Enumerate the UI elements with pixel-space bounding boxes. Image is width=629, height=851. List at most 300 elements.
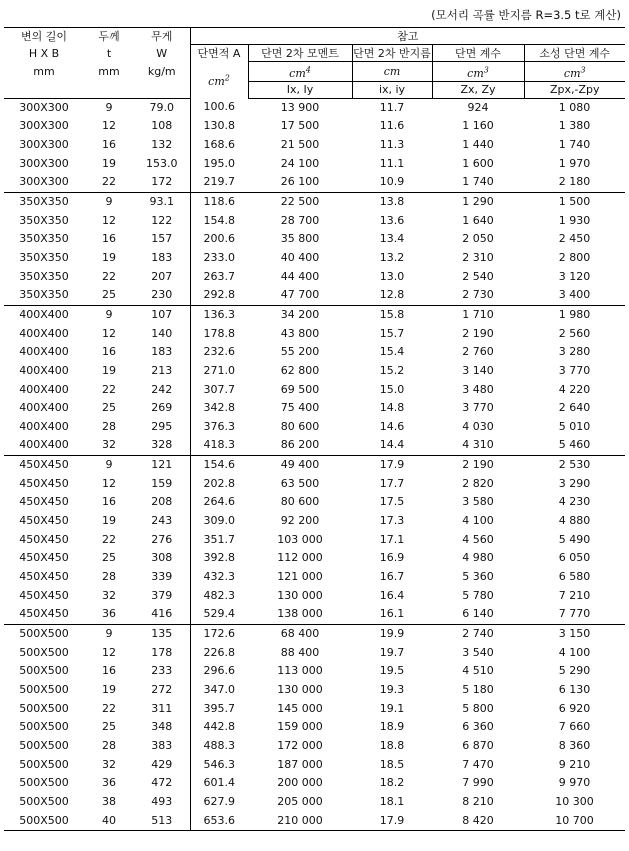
thickness-cell: 19 [102,156,116,170]
plastic-modulus-cell: 2 180 [524,173,625,192]
radius-cell: 11.6 [379,119,405,133]
thickness-cell: 36 [102,776,116,790]
modulus-cell: 1 640 [462,213,494,227]
table-row [4,418,625,437]
table-row [4,362,625,381]
plastic-modulus-cell: 5 010 [558,419,591,433]
moment-cell: 40 400 [280,250,320,264]
modulus-cell: 4 980 [462,551,494,565]
side-length-cell: 450X450 [4,605,84,624]
side-length-cell: 450X450 [19,551,69,565]
table-row [4,587,625,606]
area-cell: 392.8 [190,549,248,568]
modulus-cell: 7 470 [462,757,494,771]
radius-cell: 11.7 [379,100,405,114]
area-cell: 307.7 [190,381,248,400]
radius-cell: 10.9 [352,173,432,192]
moment-cell: 55 200 [280,345,320,359]
plastic-modulus-unit: $cm^3$ [524,62,625,82]
side-length-cell: 500X500 [19,794,69,808]
thickness-cell: 25 [84,286,134,305]
plastic-modulus-cell: 1 500 [558,194,591,208]
modulus-cell: 2 820 [462,476,494,490]
side-length-cell: 400X400 [19,326,69,340]
modulus-cell: 8 210 [462,794,494,808]
thickness-cell: 12 [102,213,116,227]
thickness-cell: 9 [105,307,113,321]
moment-cell: 138 000 [248,605,352,624]
side-length-cell: 500X500 [19,757,69,771]
side-length-cell: 450X450 [19,532,69,546]
plastic-modulus-cell: 1 980 [558,307,591,321]
area-cell: 202.8 [190,475,248,494]
side-length-cell: 350X350 [19,250,69,264]
table-row [4,230,625,249]
area-cell: 154.6 [190,456,248,475]
thickness-cell: 25 [102,720,116,734]
radius-cell: 15.7 [379,326,405,340]
plastic-modulus-cell: 5 460 [524,436,625,455]
area-cell: 195.0 [190,155,248,174]
thickness-cell: 12 [102,326,116,340]
radius-cell: 19.5 [379,664,405,678]
weight-cell: 493 [151,794,173,808]
moment-cell: 26 100 [248,173,352,192]
table-row [4,249,625,268]
side-length-cell: 350X350 [19,194,69,208]
radius-cell: 17.5 [379,495,405,509]
radius-cell: 16.7 [379,570,405,584]
thickness-symbol: t [106,46,112,60]
table-row [4,512,625,531]
side-length-cell: 500X500 [19,664,69,678]
thickness-cell: 40 [84,812,134,831]
modulus-cell: 2 050 [462,232,494,246]
modulus-cell: 7 990 [462,776,494,790]
plastic-modulus-cell: 3 280 [558,345,591,359]
plastic-modulus-cell: 10 700 [524,812,625,831]
weight-cell: 108 [151,119,173,133]
plastic-modulus-cell: 5 490 [558,532,591,546]
side-length-cell: 400X400 [19,363,69,377]
thickness-cell: 32 [102,588,116,602]
area-cell: 136.3 [190,305,248,324]
radius-cell: 16.9 [379,551,405,565]
plastic-modulus-cell: 6 580 [558,570,591,584]
radius-cell: 17.9 [352,812,432,831]
table-row [4,700,625,719]
moment-cell: 75 400 [280,401,320,415]
plastic-modulus-cell: 3 290 [558,476,591,490]
weight-cell: 348 [151,720,173,734]
moment-cell: 113 000 [277,664,323,678]
table-row [4,625,625,644]
table-row [4,531,625,550]
weight-cell: 472 [151,776,173,790]
modulus-cell: 3 140 [462,363,494,377]
moment-cell: 159 000 [277,720,323,734]
modulus-symbol: Zx, Zy [432,81,524,98]
plastic-modulus-cell: 4 230 [558,495,591,509]
thickness-cell: 25 [102,401,116,415]
plastic-modulus-cell: 2 450 [558,232,591,246]
thickness-cell: 12 [102,119,116,133]
weight-cell: 233 [151,664,173,678]
moment-cell: 22 500 [280,194,320,208]
weight-cell: 269 [151,401,173,415]
table-row [4,568,625,587]
plastic-modulus-cell: 3 400 [524,286,625,305]
table-row [4,662,625,681]
area-cell: 351.7 [190,531,248,550]
side-length-cell: 450X450 [19,495,69,509]
modulus-cell: 1 440 [462,137,494,151]
moment-cell: 130 000 [277,683,323,696]
area-cell: 178.8 [190,325,248,344]
moment-cell: 103 000 [277,532,323,546]
plastic-modulus-cell: 2 530 [558,458,591,472]
plastic-modulus-cell: 1 930 [558,213,591,227]
thickness-cell: 22 [84,173,134,192]
table-row [4,343,625,362]
radius-cell: 18.1 [379,794,405,808]
plastic-modulus-cell: 4 880 [558,514,591,528]
side-length-cell: 400X400 [19,307,69,321]
side-length-cell: 450X450 [19,514,69,528]
plastic-modulus-cell: 9 970 [558,776,591,790]
table-row [4,718,625,737]
area-cell: 395.7 [190,700,248,719]
thickness-cell: 22 [102,701,116,715]
thickness-cell: 32 [84,436,134,455]
radius-cell: 16.1 [352,605,432,624]
table-row [4,268,625,287]
modulus-cell: 2 760 [462,345,494,359]
thickness-cell: 9 [105,100,113,114]
modulus-cell: 2 730 [432,286,524,305]
table-row [4,155,625,174]
modulus-cell: 1 740 [432,173,524,192]
weight-cell: 121 [151,458,173,472]
table-row [4,549,625,568]
thickness-cell: 16 [102,664,116,678]
side-length-cell: 500X500 [4,812,84,831]
weight-cell: 383 [151,738,173,752]
modulus-cell: 1 710 [462,307,494,321]
radius-cell: 17.1 [379,532,405,546]
modulus-cell: 3 580 [462,495,494,509]
plastic-modulus-cell: 6 920 [558,701,591,715]
radius-cell: 13.2 [379,250,405,264]
moment-unit: $cm^4$ [248,62,352,82]
modulus-cell: 4 310 [432,436,524,455]
moment-cell: 210 000 [248,812,352,831]
weight-cell: 79.0 [149,100,174,114]
thickness-cell: 19 [102,683,116,696]
plastic-modulus-cell: 6 050 [558,551,591,565]
modulus-cell: 5 360 [462,570,494,584]
modulus-cell: 6 870 [462,738,494,752]
thickness-cell: 28 [102,570,116,584]
radius-cell: 18.2 [379,776,405,790]
area-header: 단면적 A [190,45,248,62]
table-row [4,117,625,136]
table-row [4,399,625,418]
moment-cell: 205 000 [277,794,323,808]
table-row [4,475,625,494]
modulus-cell: 4 510 [462,664,494,678]
thickness-cell: 36 [84,605,134,624]
weight-cell: 132 [151,137,173,151]
area-cell: 529.4 [190,605,248,624]
table-row [4,681,625,700]
reference-header: 참고 [190,28,625,45]
radius-cell: 13.0 [379,269,405,283]
area-unit: $cm^2$ [190,62,248,99]
weight-cell: 295 [151,419,173,433]
side-length-cell: 400X400 [19,401,69,415]
table-row [4,98,625,117]
area-cell: 296.6 [190,662,248,681]
radius-cell: 12.8 [352,286,432,305]
moment-cell: 130 000 [277,588,323,602]
area-cell: 200.6 [190,230,248,249]
side-length-cell: 450X450 [19,588,69,602]
thickness-cell: 9 [105,458,113,472]
modulus-cell: 2 190 [462,458,494,472]
radius-cell: 11.3 [379,137,405,151]
side-length-cell: 400X400 [19,382,69,396]
table-row [4,192,625,211]
radius-cell: 13.4 [379,232,405,246]
moment-cell: 80 600 [280,495,320,509]
area-cell: 482.3 [190,587,248,606]
radius-cell: 18.9 [379,720,405,734]
weight-cell: 159 [151,476,173,490]
table-row [4,286,625,305]
area-cell: 219.7 [190,173,248,192]
modulus-cell: 5 780 [462,588,494,602]
table-row [4,737,625,756]
weight-cell: 213 [151,363,173,377]
moment-cell: 88 400 [280,645,320,659]
side-length-cell: 400X400 [19,345,69,359]
area-cell: 418.3 [190,436,248,455]
thickness-cell: 16 [102,495,116,509]
radius-cell: 15.8 [379,307,405,321]
area-cell: 130.8 [190,117,248,136]
moment-cell: 28 700 [280,213,320,227]
thickness-cell: 16 [102,137,116,151]
radius-cell: 16.4 [379,588,405,602]
side-length-cell: 400X400 [4,436,84,455]
moment-symbol: Ix, Iy [248,81,352,98]
weight-cell: 339 [151,570,173,584]
moment-cell: 21 500 [280,137,320,151]
thickness-cell: 16 [102,345,116,359]
moment-cell: 43 800 [280,326,320,340]
moment-cell: 17 500 [280,119,320,133]
area-cell: 488.3 [190,737,248,756]
side-length-cell: 500X500 [19,738,69,752]
weight-cell: 243 [151,514,173,528]
table-row [4,456,625,475]
moment-header: 단면 2차 모멘트 [248,45,352,62]
weight-cell: 183 [151,250,173,264]
modulus-cell: 2 190 [462,326,494,340]
thickness-cell: 19 [102,250,116,264]
table-row [4,381,625,400]
area-cell: 376.3 [190,418,248,437]
table-row [4,212,625,231]
table-header [4,28,625,99]
moment-cell: 34 200 [280,307,320,321]
modulus-unit: $cm^3$ [432,62,524,82]
weight-cell: 135 [151,627,173,641]
plastic-modulus-cell: 1 380 [558,119,591,133]
thickness-unit: mm [98,64,120,78]
radius-cell: 19.1 [379,701,405,715]
moment-cell: 145 000 [277,701,323,715]
radius-header: 단면 2차 반지름 [353,46,431,60]
weight-cell: 107 [151,307,173,321]
side-length-cell: 300X300 [4,173,84,192]
thickness-cell: 28 [102,419,116,433]
moment-cell: 92 200 [280,514,320,528]
weight-cell: 328 [134,436,190,455]
weight-cell: 308 [151,551,173,565]
area-cell: 627.9 [190,793,248,812]
moment-cell: 13 900 [280,100,320,114]
weight-cell: 153.0 [146,156,178,170]
modulus-cell: 5 800 [462,701,494,715]
thickness-header: 두께 [84,28,134,45]
thickness-cell: 38 [102,794,116,808]
plastic-modulus-cell: 3 120 [558,269,591,283]
modulus-cell: 1 600 [462,156,494,170]
area-cell: 442.8 [190,718,248,737]
modulus-cell: 2 740 [462,627,494,641]
plastic-modulus-cell: 1 080 [558,100,591,114]
plastic-modulus-cell: 1 970 [558,156,591,170]
thickness-cell: 28 [102,738,116,752]
moment-cell: 44 400 [280,269,320,283]
thickness-cell: 22 [102,532,116,546]
area-cell: 154.8 [190,212,248,231]
side-length-cell: 300X300 [19,156,69,170]
area-cell: 653.6 [190,812,248,831]
table-body [4,98,625,831]
weight-cell: 93.1 [149,194,174,208]
side-length-cell: 500X500 [19,720,69,734]
weight-cell: 272 [151,683,173,696]
weight-cell: 379 [151,588,173,602]
weight-cell: 157 [151,232,173,246]
plastic-modulus-cell: 8 360 [558,738,591,752]
moment-cell: 49 400 [280,458,320,472]
weight-cell: 513 [134,812,190,831]
weight-cell: 122 [151,213,173,227]
radius-cell: 15.0 [379,382,405,396]
moment-cell: 62 800 [280,363,320,377]
weight-cell: 178 [151,645,173,659]
modulus-cell: 2 310 [462,250,494,264]
weight-symbol: W [156,46,168,60]
plastic-modulus-cell: 2 800 [558,250,591,264]
table-row [4,436,625,455]
radius-cell: 17.9 [379,458,405,472]
side-length-cell: 300X300 [19,137,69,151]
plastic-modulus-header: 소성 단면 계수 [524,45,625,62]
side-length-cell: 350X350 [19,213,69,227]
radius-cell: 11.1 [379,156,405,170]
moment-cell: 80 600 [280,419,320,433]
table-row [4,812,625,831]
weight-cell: 416 [134,605,190,624]
modulus-cell: 1 160 [462,119,494,133]
area-cell: 342.8 [190,399,248,418]
area-cell: 233.0 [190,249,248,268]
weight-cell: 207 [151,269,173,283]
area-cell: 292.8 [190,286,248,305]
moment-cell: 68 400 [280,627,320,641]
radius-cell: 13.6 [379,213,405,227]
moment-cell: 112 000 [277,551,323,565]
radius-cell: 14.8 [379,401,405,415]
radius-cell: 19.9 [379,627,405,641]
moment-cell: 121 000 [277,570,323,584]
side-length-header: 변의 길이 [4,28,84,45]
radius-cell: 17.7 [379,476,405,490]
side-length-cell: 400X400 [19,419,69,433]
table-row [4,173,625,192]
thickness-cell: 19 [102,363,116,377]
weight-header: 무게 [134,28,190,45]
area-cell: 347.0 [190,681,248,700]
modulus-cell: 6 360 [462,720,494,734]
thickness-cell: 9 [105,194,113,208]
modulus-cell: 5 180 [462,683,494,696]
thickness-cell: 9 [105,627,113,641]
side-length-cell: 300X300 [19,100,69,114]
thickness-cell: 22 [102,382,116,396]
plastic-modulus-cell: 4 220 [558,382,591,396]
side-length-cell: 500X500 [19,683,69,696]
area-cell: 432.3 [190,568,248,587]
area-cell: 271.0 [190,362,248,381]
calculation-note: (모서리 곡률 반지름 R=3.5 t로 계산) [431,8,621,22]
plastic-modulus-cell: 10 300 [555,794,594,808]
radius-cell: 17.3 [379,514,405,528]
radius-cell: 14.4 [352,436,432,455]
modulus-cell: 4 030 [462,419,494,433]
area-cell: 546.3 [190,756,248,775]
thickness-cell: 22 [102,269,116,283]
plastic-modulus-cell: 7 770 [524,605,625,624]
area-cell: 118.6 [190,192,248,211]
plastic-modulus-cell: 4 100 [558,645,591,659]
plastic-modulus-cell: 5 290 [558,664,591,678]
square-tube-spec-table [4,27,625,831]
modulus-header: 단면 계수 [432,45,524,62]
radius-cell: 15.2 [379,363,405,377]
side-length-cell: 500X500 [19,645,69,659]
modulus-cell: 1 290 [462,194,494,208]
side-length-cell: 350X350 [19,269,69,283]
table-row [4,793,625,812]
thickness-cell: 32 [102,757,116,771]
moment-cell: 172 000 [277,738,323,752]
